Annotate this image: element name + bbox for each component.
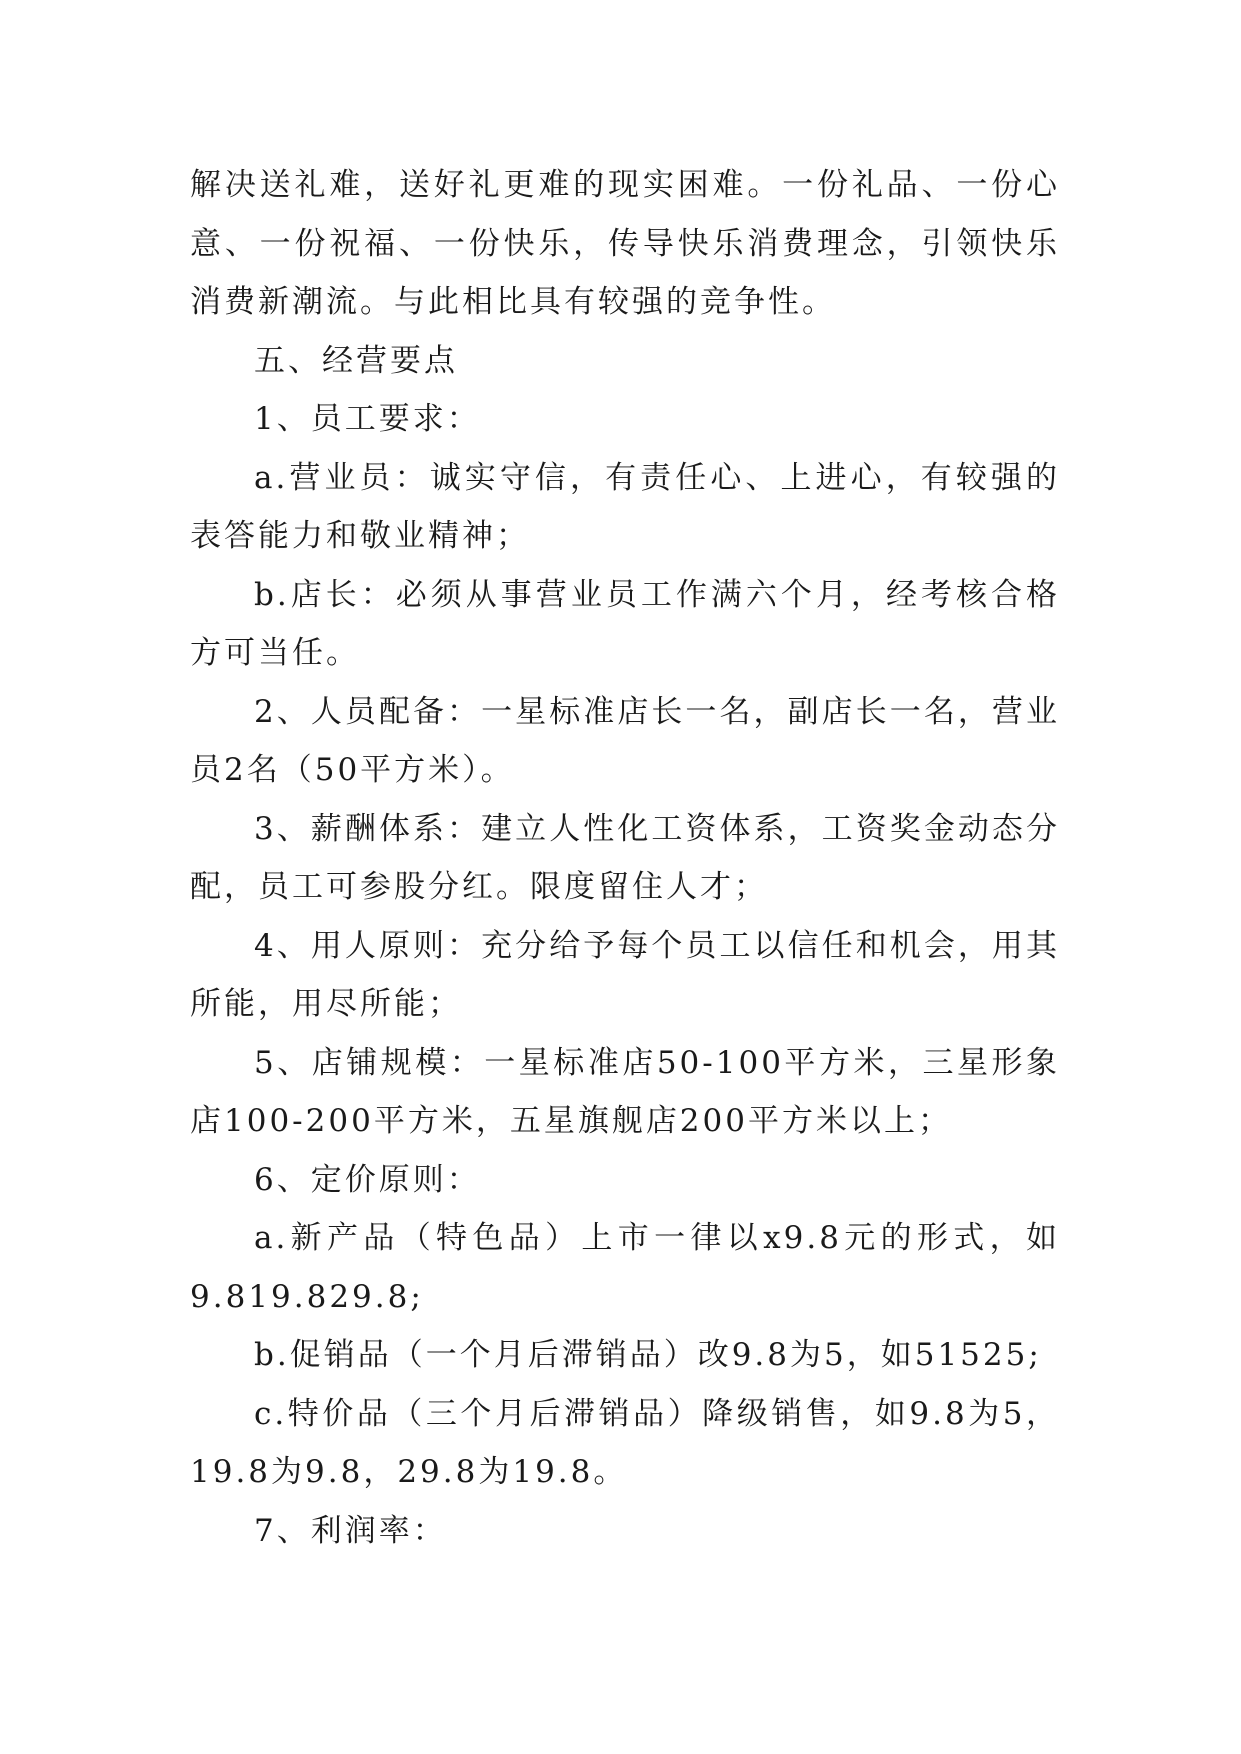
sub-item-salesperson: a.营业员：诚实守信，有责任心、上进心，有较强的表答能力和敬业精神； <box>190 459 1060 554</box>
list-item-profit-margin: 7、利润率： <box>254 1512 447 1549</box>
sub-item-special-price: c.特价品（三个月后滞销品）降级销售，如9.8为5，19.8为9.8，29.8为19.8。 <box>190 1395 1060 1490</box>
section-heading-operations: 五、经营要点 <box>254 342 458 379</box>
sub-item-new-products: a.新产品（特色品）上市一律以x9.8元的形式，如9.819.829.8; <box>190 1220 1060 1315</box>
list-item-store-size: 5、店铺规模：一星标准店50-100平方米，三星形象店100-200平方米，五星旗舰店200平方米以上； <box>190 1044 1060 1139</box>
list-item-hiring-principle: 4、用人原则：充分给予每个员工以信任和机会，用其所能，用尽所能； <box>190 927 1060 1022</box>
sub-item-store-manager: b.店长：必须从事营业员工作满六个月，经考核合格方可当任。 <box>190 576 1060 671</box>
sub-item-promotional: b.促销品（一个月后滞销品）改9.8为5，如51525; <box>254 1337 1042 1373</box>
paragraph-intro-continuation: 解决送礼难，送好礼更难的现实困难。一份礼品、一份心意、一份祝福、一份快乐，传导快乐消费理念，引领快乐消费新潮流。与此相比具有较强的竞争性。 <box>190 167 1060 320</box>
document-body <box>190 156 1060 1560</box>
list-item-compensation: 3、薪酬体系：建立人性化工资体系，工资奖金动态分配，员工可参股分红。限度留住人才； <box>190 810 1060 905</box>
list-item-pricing: 6、定价原则： <box>254 1161 481 1198</box>
list-item-staff-requirements: 1、员工要求： <box>254 401 481 437</box>
list-item-staffing: 2、人员配备：一星标准店长一名，副店长一名，营业员2名（50平方米）。 <box>190 693 1060 788</box>
